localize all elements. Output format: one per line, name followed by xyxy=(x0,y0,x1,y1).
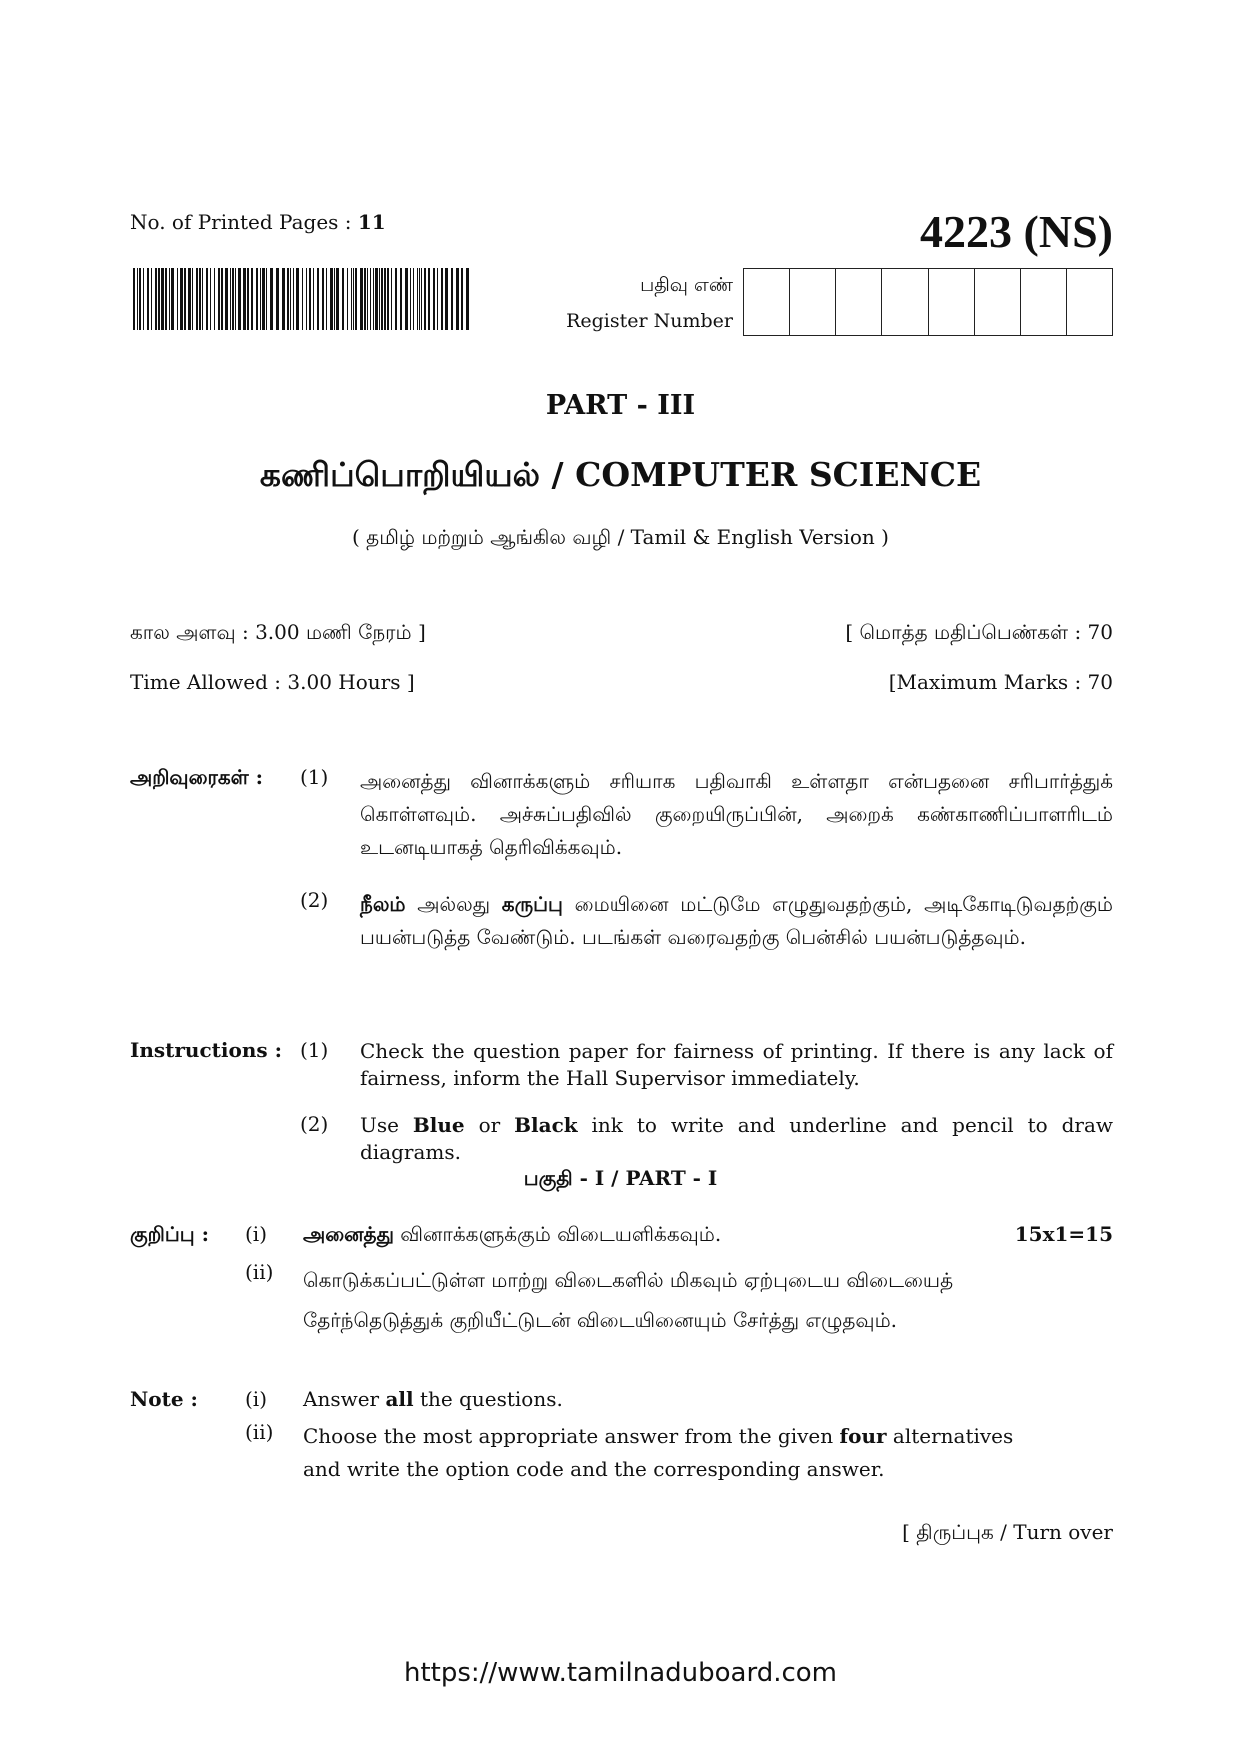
instruction-text xyxy=(360,888,1113,954)
instructions-label-english: Instructions : xyxy=(130,1038,282,1062)
part-title: PART - III xyxy=(545,390,696,421)
text-span: Choose the most appropriate answer from the given xyxy=(303,1424,840,1448)
version-line: ( தமிழ் மற்றும் ஆங்கில வழி / Tamil & English Version ) xyxy=(352,525,889,549)
bold-word: four xyxy=(839,1424,887,1448)
instruction-number: (1) xyxy=(300,765,329,789)
text-span: Use xyxy=(360,1113,413,1137)
note-tamil-2 xyxy=(130,1260,1113,1380)
instruction-number: (2) xyxy=(300,888,329,912)
note-label-tamil: குறிப்பு : xyxy=(130,1222,209,1246)
note-text xyxy=(303,1222,1113,1249)
max-marks-english: [Maximum Marks : 70 xyxy=(888,670,1113,694)
text-span: alternatives and write the option code and the corresponding answer. xyxy=(303,1424,1014,1481)
meta-row-tamil xyxy=(130,620,1113,647)
section-heading: பகுதி - I / PART - I xyxy=(523,1166,718,1190)
text-span: மையினை மட்டுமே எழுதுவதற்கும், அடிகோடிடுவதற்கும் பயன்படுத்த வேண்டும். படங்கள் வரைவதற்கு பென்சில் பயன்படுத்தவும். xyxy=(360,892,1113,949)
register-digit-box[interactable] xyxy=(975,269,1021,335)
bold-word: அனைத்து xyxy=(303,1222,394,1246)
meta-row-english xyxy=(130,670,1113,694)
instruction-english-2 xyxy=(130,1112,1113,1164)
turn-over-note: [ திருப்புக / Turn over xyxy=(902,1520,1113,1544)
register-label-tamil: பதிவு எண் xyxy=(640,274,733,296)
instruction-tamil-2 xyxy=(130,888,1113,998)
text-span: ink to write and underline and pencil to draw diagrams. xyxy=(360,1113,1113,1164)
note-number: (i) xyxy=(245,1387,268,1411)
register-digit-box[interactable] xyxy=(1021,269,1067,335)
text-span: or xyxy=(464,1113,515,1137)
note-label-english: Note : xyxy=(130,1387,198,1411)
note-english-1 xyxy=(130,1387,1113,1417)
register-label-english: Register Number xyxy=(566,310,733,332)
register-digit-box[interactable] xyxy=(929,269,975,335)
instructions-label-tamil: அறிவுரைகள் : xyxy=(130,765,264,789)
bold-word: Blue xyxy=(412,1113,465,1137)
section-marks: 15x1=15 xyxy=(1014,1222,1113,1246)
instruction-number: (2) xyxy=(300,1112,329,1136)
text-span: அல்லது xyxy=(405,892,502,916)
register-digit-box[interactable] xyxy=(836,269,882,335)
instruction-number: (1) xyxy=(300,1038,329,1062)
instruction-text xyxy=(360,1112,1113,1166)
note-number: (ii) xyxy=(245,1420,274,1444)
bold-word: கருப்பு xyxy=(501,892,563,916)
bold-word: all xyxy=(385,1387,414,1411)
max-marks-tamil: [ மொத்த மதிப்பெண்கள் : 70 xyxy=(845,620,1113,644)
time-allowed-tamil: கால அளவு : 3.00 மணி நேரம் ] xyxy=(130,620,426,644)
note-number: (ii) xyxy=(245,1260,274,1284)
text-span: வினாக்களுக்கும் விடையளிக்கவும். xyxy=(393,1222,722,1246)
text-span: Answer xyxy=(303,1387,386,1411)
printed-pages-label: No. of Printed Pages : xyxy=(130,210,352,234)
barcode-image xyxy=(133,268,471,330)
instruction-text: அனைத்து வினாக்களும் சரியாக பதிவாகி உள்ளதா என்பதனை சரிபார்த்துக் கொள்ளவும். அச்சுப்பதிவில் குறையிருப்பின், அறைக் கண்காணிப்பாளரிடம் உடனடியாகத் தெரிவிக்கவும். xyxy=(360,769,1113,859)
register-digit-box[interactable] xyxy=(790,269,836,335)
note-text xyxy=(303,1387,1113,1411)
register-number-boxes[interactable] xyxy=(743,268,1113,336)
time-allowed-english: Time Allowed : 3.00 Hours ] xyxy=(130,670,415,694)
text-span: the questions. xyxy=(413,1387,563,1411)
instruction-text: Check the question paper for fairness of printing. If there is any lack of fairness, inform the Hall Supervisor immediately. xyxy=(360,1039,1113,1090)
subject-title: கணிப்பொறியியல் / COMPUTER SCIENCE xyxy=(259,455,982,494)
printed-pages-value: 11 xyxy=(357,210,386,234)
note-text: கொடுக்கப்பட்டுள்ள மாற்று விடைகளில் மிகவும் ஏற்புடைய விடையைத் தேர்ந்தெடுத்துக் குறியீட்டுடன் விடையினையும் சேர்த்து எழுதவும். xyxy=(303,1268,954,1332)
footer-url[interactable]: https://www.tamilnaduboard.com xyxy=(403,1658,838,1688)
instruction-tamil-1 xyxy=(130,765,1113,875)
note-number: (i) xyxy=(245,1222,268,1246)
instruction-english-1 xyxy=(130,1038,1113,1098)
register-digit-box[interactable] xyxy=(744,269,790,335)
printed-pages-info xyxy=(130,210,386,234)
paper-code: 4223 (NS) xyxy=(920,206,1113,257)
register-digit-box[interactable] xyxy=(882,269,928,335)
register-number-labels xyxy=(520,267,733,339)
note-english-2 xyxy=(130,1420,1113,1490)
note-text xyxy=(303,1420,1053,1486)
register-digit-box[interactable] xyxy=(1067,269,1112,335)
bold-word: Black xyxy=(514,1113,578,1137)
bold-word: நீலம் xyxy=(360,892,406,916)
note-tamil-1 xyxy=(130,1222,1113,1252)
